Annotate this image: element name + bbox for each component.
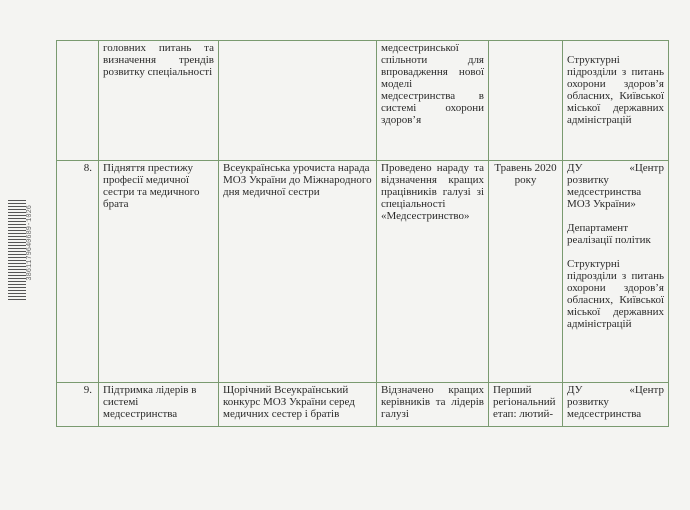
responsible-item: Департамент реалізації політик [567, 222, 651, 246]
responsible-cell [563, 41, 669, 161]
result-cell: медсестринської спільноти для впровадження нової моделі медсестринства в системі охорони здоров’я [377, 41, 489, 161]
row-number: 8. [57, 161, 99, 383]
responsible-item: Структурні підрозділи з питань охорони здоров’я обласних, Київської міської державних адміністрацій [567, 258, 664, 330]
action-plan-table [56, 40, 669, 427]
responsible-cell [563, 383, 669, 427]
responsible-item: ДУ «Центр розвитку медсестринства МОЗ України» [567, 162, 664, 210]
task-cell: головних питань та визначення трендів розвитку спеціальності [99, 41, 219, 161]
result-cell: Проведено нараду та відзначення кращих працівників галузі зі спеціальності «Медсестринство» [377, 161, 489, 383]
table-row [57, 383, 669, 427]
side-registration-number: 3861179640689-1026 [26, 205, 34, 281]
task-cell: Підтримка лідерів в системі медсестринства [99, 383, 219, 427]
event-cell [219, 41, 377, 161]
event-cell: Щорічний Всеукраїнський конкурс МОЗ України серед медичних сестер і братів [219, 383, 377, 427]
date-cell: Перший регіональний етап: лютий- [489, 383, 563, 427]
row-number [57, 41, 99, 161]
table-row [57, 41, 669, 161]
date-cell [489, 41, 563, 161]
responsible-item: ДУ «Центр розвитку медсестринства [567, 384, 664, 420]
date-cell: Травень 2020 року [489, 161, 563, 383]
event-cell: Всеукраїнська урочиста нарада МОЗ України до Міжнародного дня медичної сестри [219, 161, 377, 383]
responsible-cell [563, 161, 669, 383]
task-cell: Підняття престижу професії медичної сестри та медичного брата [99, 161, 219, 383]
row-number: 9. [57, 383, 99, 427]
responsible-item: Структурні підрозділи з питань охорони здоров’я обласних, Київської міської державних адміністрацій [567, 54, 664, 126]
barcode-stamp [8, 200, 26, 300]
table-row [57, 161, 669, 383]
result-cell: Відзначено кращих керівників та лідерів галузі [377, 383, 489, 427]
